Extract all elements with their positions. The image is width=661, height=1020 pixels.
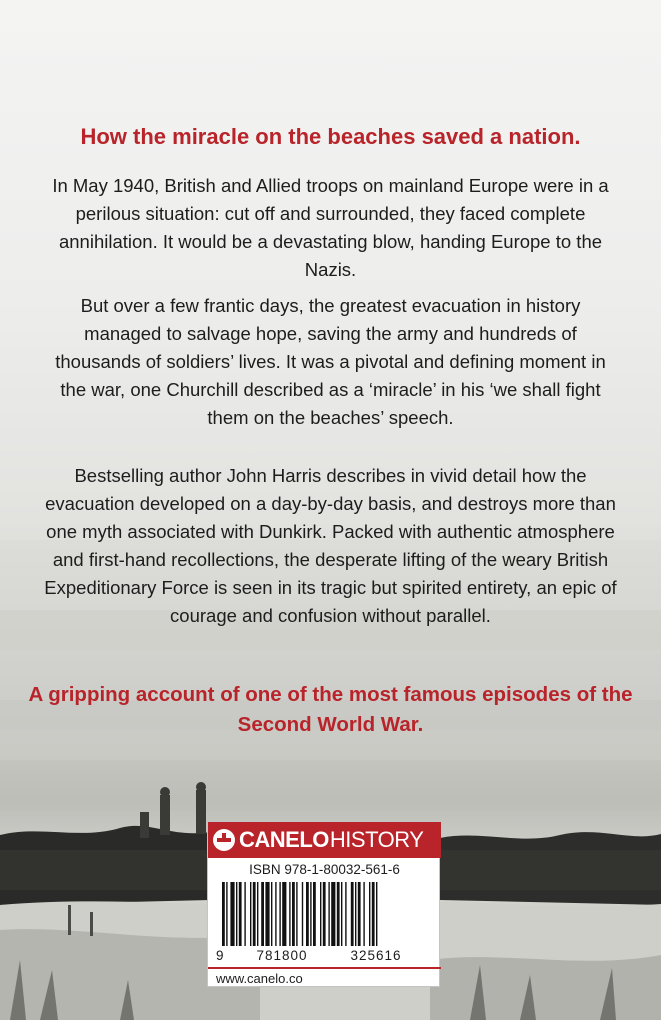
tagline: A gripping account of one of the most famous episodes of the Second World War. bbox=[28, 683, 633, 736]
barcode-bar bbox=[250, 882, 251, 946]
barcode-bar bbox=[239, 882, 242, 946]
isbn-number: ISBN 978-1-80032-561-6 bbox=[249, 862, 400, 877]
barcode-digits bbox=[208, 948, 441, 964]
barcode-bar bbox=[257, 882, 258, 946]
barcode-bar bbox=[230, 882, 234, 946]
barcode-bar bbox=[310, 882, 311, 946]
publisher-brand bbox=[208, 822, 441, 858]
barcode-bar bbox=[265, 882, 269, 946]
description-paragraph-3 bbox=[40, 462, 621, 630]
barcode-digits-left: 781800 bbox=[256, 948, 308, 963]
barcode-bar bbox=[376, 882, 377, 946]
description-paragraph-1 bbox=[40, 172, 621, 284]
barcode-bar bbox=[253, 882, 256, 946]
barcode-bar bbox=[292, 882, 295, 946]
barcode-bar bbox=[328, 882, 329, 946]
barcode-bar bbox=[358, 882, 361, 946]
barcode-bar bbox=[355, 882, 356, 946]
brand-suffix: HISTORY bbox=[329, 827, 424, 852]
barcode-bar bbox=[226, 882, 227, 946]
divider bbox=[208, 967, 441, 969]
barcode-bar bbox=[372, 882, 375, 946]
barcode-bar bbox=[363, 882, 364, 946]
paragraph-text: Bestselling author John Harris describes in vivid detail how the evacuation developed on a day-by-day basis, and destroys more than one myth associated with Dunkirk. Packed with authentic atmosphere and first-hand recollections, the desperate lifting of the weary British Expeditionary Force is seen in its tragic but spirited entirety, an epic of courage and confusion without parallel. bbox=[44, 465, 617, 626]
barcode-bar bbox=[236, 882, 237, 946]
barcode-bar bbox=[320, 882, 321, 946]
barcode-label bbox=[207, 821, 440, 987]
barcode-bar bbox=[289, 882, 290, 946]
barcode-bar bbox=[244, 882, 245, 946]
barcode-bar bbox=[306, 882, 309, 946]
canelo-logo-icon bbox=[213, 829, 235, 851]
barcode-bar bbox=[261, 882, 264, 946]
barcode-bar bbox=[313, 882, 316, 946]
barcode-bar bbox=[369, 882, 370, 946]
barcode-bar bbox=[282, 882, 286, 946]
barcode-bar bbox=[279, 882, 280, 946]
paragraph-text: In May 1940, British and Allied troops on mainland Europe were in a perilous situation: cut off and surrounded, they faced complete annihilation. It would be a devastating blow, handing Europe to the Nazis. bbox=[52, 175, 609, 280]
barcode-bar bbox=[331, 882, 335, 946]
barcode-bar bbox=[345, 882, 346, 946]
publisher-website: www.canelo.co bbox=[216, 971, 303, 986]
barcode-bar bbox=[323, 882, 326, 946]
barcode-bar bbox=[222, 882, 225, 946]
barcode-bar bbox=[296, 882, 297, 946]
barcode-bar bbox=[271, 882, 272, 946]
headline: How the miracle on the beaches saved a nation. bbox=[80, 124, 581, 149]
barcode-digits-right: 325616 bbox=[350, 948, 402, 963]
barcode-bar bbox=[337, 882, 340, 946]
barcode-bar bbox=[351, 882, 354, 946]
barcode-bar bbox=[302, 882, 303, 946]
paragraph-text: But over a few frantic days, the greatest evacuation in history managed to salvage hope, saving the army and hundreds of thousands of soldiers’ lives. It was a pivotal and defining moment in the war, one Churchill described as a ‘miracle’ in his ‘we shall fight them on the beaches’ speech. bbox=[55, 295, 606, 428]
barcode-bar bbox=[341, 882, 342, 946]
barcode-digit-lead: 9 bbox=[216, 948, 224, 963]
description-paragraph-2 bbox=[40, 292, 621, 432]
brand-name: CANELO bbox=[239, 827, 329, 852]
barcode-bars bbox=[222, 882, 428, 946]
barcode-bar bbox=[275, 882, 276, 946]
